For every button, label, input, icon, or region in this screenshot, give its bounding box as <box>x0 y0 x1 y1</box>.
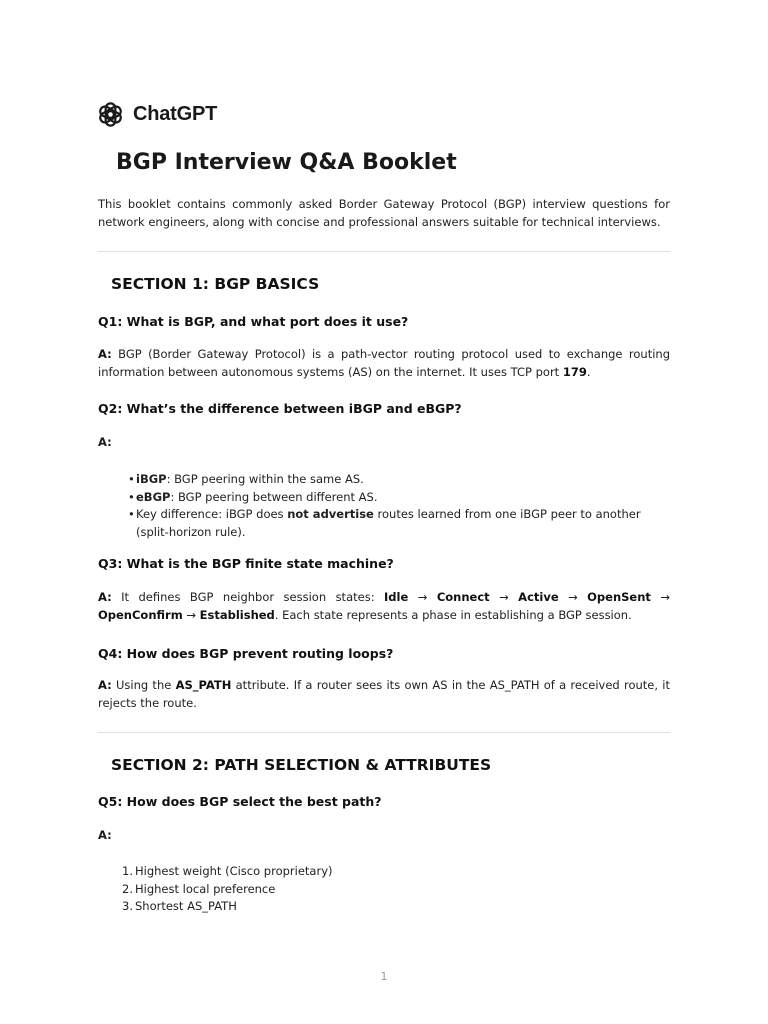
section-heading-1: SECTION 1: BGP BASICS <box>111 275 320 293</box>
divider <box>98 251 670 252</box>
answer-2-list <box>128 471 670 541</box>
logo-text: ChatGPT <box>133 102 218 125</box>
page-title: BGP Interview Q&A Booklet <box>116 150 457 175</box>
answer-text: It defines BGP neighbor session states: <box>111 590 385 604</box>
term-ebgp: eBGP <box>136 489 171 504</box>
item-number: 1. <box>122 864 133 878</box>
answer-text: attribute. If a router sees its own AS in the AS_PATH of a received route, it rejects the route. <box>98 678 670 710</box>
term-ibgp: iBGP <box>136 472 167 486</box>
answer-label: A: <box>98 347 112 361</box>
state-connect: Connect <box>436 590 490 604</box>
state-established: Established <box>199 607 275 622</box>
item-text: routes learned from one iBGP peer to another (split-horizon rule). <box>136 507 641 539</box>
arrow: → <box>408 590 437 604</box>
item-number: 3. <box>122 899 133 913</box>
state-opensent: OpenSent <box>587 590 651 604</box>
arrow: → <box>558 590 588 604</box>
question-4: Q4: How does BGP prevent routing loops? <box>98 646 394 661</box>
list-item <box>128 489 670 507</box>
question-2: Q2: What’s the difference between iBGP and eBGP? <box>98 401 462 416</box>
answer-label: A: <box>98 590 112 604</box>
item-number: 2. <box>122 881 133 896</box>
openai-knot-icon <box>97 101 124 128</box>
section-heading-2: SECTION 2: PATH SELECTION & ATTRIBUTES <box>111 756 492 774</box>
chatgpt-logo <box>97 99 217 129</box>
item-text: : BGP peering within the same AS. <box>166 472 364 486</box>
list-item <box>122 863 670 881</box>
intro-paragraph: This booklet contains commonly asked Border Gateway Protocol (BGP) interview questions for network engineers, along with concise and professional answers suitable for technical interviews. <box>98 197 670 229</box>
question-3: Q3: What is the BGP finite state machine? <box>98 556 394 571</box>
state-idle: Idle <box>384 590 409 604</box>
port-number: 179 <box>562 364 587 379</box>
item-text: Shortest AS_PATH <box>135 899 237 913</box>
question-1: Q1: What is BGP, and what port does it use? <box>98 314 409 329</box>
answer-label: A: <box>98 678 112 692</box>
answer-text: . Each state represents a phase in establishing a BGP session. <box>274 607 632 622</box>
answer-text: Using the <box>111 678 176 692</box>
list-item <box>128 471 670 489</box>
answer-1 <box>98 346 670 381</box>
answer-3 <box>98 589 670 624</box>
answer-label: A: <box>98 828 112 842</box>
list-item <box>122 881 670 899</box>
page-number: 1 <box>380 970 388 983</box>
answer-text: BGP (Border Gateway Protocol) is a path-vector routing protocol used to exchange routing information between autonomous systems (AS) on the internet. It uses TCP port <box>98 347 670 379</box>
answer-4 <box>98 677 670 712</box>
emphasis: not advertise <box>287 507 374 521</box>
answer-end: . <box>586 364 591 379</box>
item-text: Highest weight (Cisco proprietary) <box>135 864 333 878</box>
as-path-term: AS_PATH <box>175 678 232 692</box>
item-text: Key difference: iBGP does <box>136 507 288 521</box>
divider <box>98 732 670 733</box>
arrow: → <box>650 590 671 604</box>
list-item <box>122 898 670 916</box>
list-item <box>128 506 670 541</box>
question-5: Q5: How does BGP select the best path? <box>98 794 382 809</box>
item-text: : BGP peering between different AS. <box>170 489 378 504</box>
item-text: Highest local preference <box>135 881 276 896</box>
answer-5-list <box>122 863 670 916</box>
state-openconfirm: OpenConfirm <box>98 607 183 622</box>
answer-label: A: <box>98 435 112 449</box>
arrow: → <box>182 607 200 622</box>
arrow: → <box>489 590 519 604</box>
state-active: Active <box>518 590 559 604</box>
